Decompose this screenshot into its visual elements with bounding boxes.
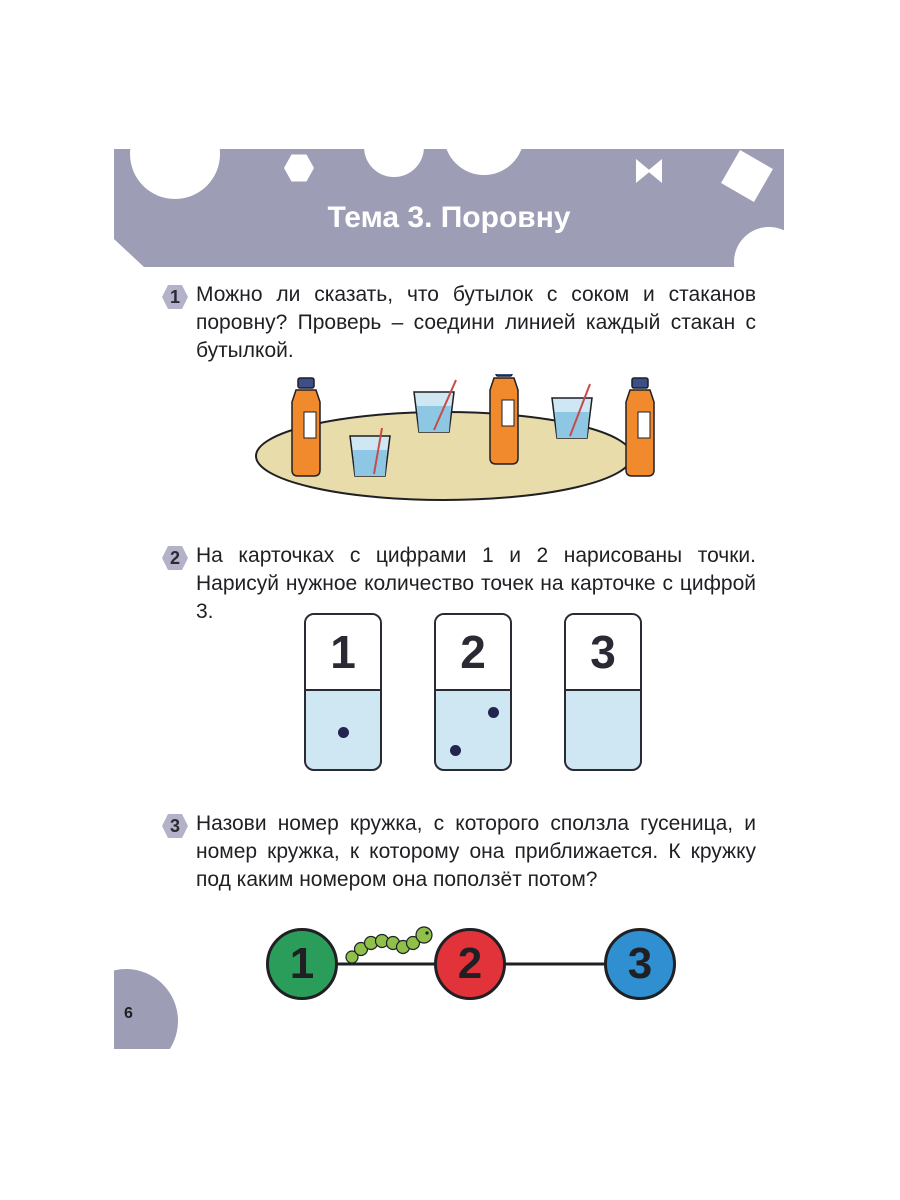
domino-card-empty[interactable] — [564, 613, 642, 771]
juice-bottle — [490, 374, 518, 464]
juice-glass — [552, 384, 592, 438]
domino-card-number: 2 — [436, 615, 510, 691]
domino-card — [304, 613, 382, 771]
domino-card-number: 1 — [306, 615, 380, 691]
domino-card — [434, 613, 512, 771]
decor-circle — [130, 149, 220, 199]
domino-dot — [488, 707, 499, 718]
task-number-badge: 1 — [162, 284, 188, 310]
juice-illustration — [114, 374, 784, 504]
numbered-circle-2[interactable]: 2 — [434, 928, 506, 1000]
decor-triangle — [114, 239, 144, 267]
caterpillar-icon — [346, 927, 432, 963]
domino-dot — [450, 745, 461, 756]
domino-dot — [338, 727, 349, 738]
task-number-badge: 2 — [162, 545, 188, 571]
numbered-circle-3[interactable]: 3 — [604, 928, 676, 1000]
task-3-text: Назови номер кружка, с которого сползла гусеница, и номер кружка, к которому она приближается. К кружку под каким номером она поползёт потом? — [196, 812, 756, 891]
decor-circle — [444, 149, 524, 175]
task-2-text: На карточках с цифрами 1 и 2 нарисованы точки. Нарисуй нужное количество точек на карточке с цифрой 3. — [196, 544, 756, 623]
decor-circle — [364, 149, 424, 177]
decor-diamond — [721, 150, 773, 202]
numbered-circle-1[interactable]: 1 — [266, 928, 338, 1000]
juice-glass — [414, 380, 456, 432]
task-number-badge: 3 — [162, 813, 188, 839]
page-number: 6 — [124, 1005, 133, 1022]
workbook-page — [114, 149, 784, 1049]
decor-bowtie — [636, 159, 662, 183]
decor-hexagon — [284, 153, 314, 183]
juice-bottle — [292, 378, 320, 476]
juice-bottle — [626, 378, 654, 476]
task-1-text: Можно ли сказать, что бутылок с соком и стаканов поровну? Проверь – соедини линией каждый стакан с бутылкой. — [196, 283, 756, 362]
page-title: Тема 3. Поровну — [327, 201, 571, 234]
page-header — [114, 149, 784, 267]
domino-card-number: 3 — [566, 615, 640, 691]
